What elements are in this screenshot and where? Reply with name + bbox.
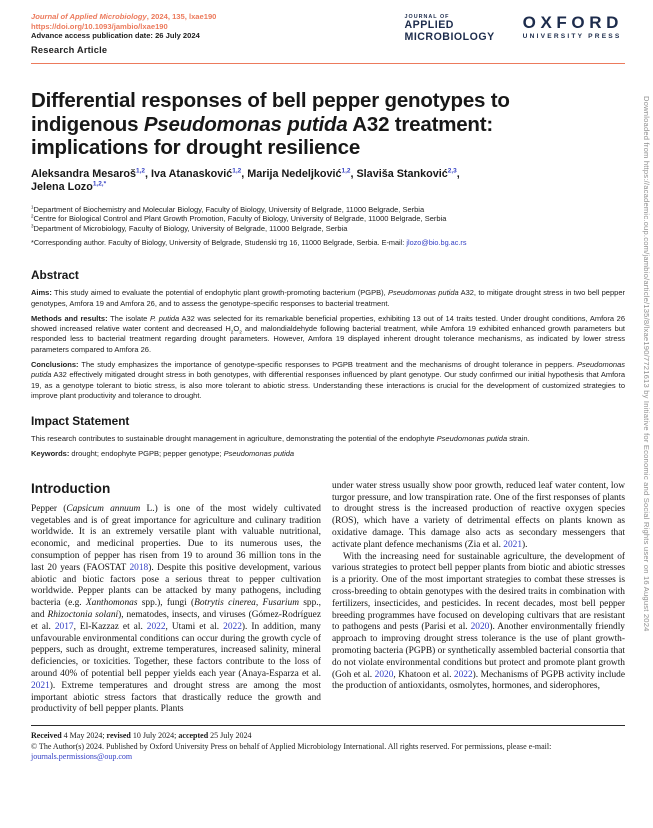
text-run: A32 treatment:: [347, 112, 494, 136]
text-run: A32, to mitigate drought stress in two bell pepper genotypes, Amfora 19 and Amfora 26, and to assess the genotype-specific responses to bacterial treatment.: [31, 288, 625, 308]
text-run: 2: [239, 329, 242, 335]
text-run: spp.), fungi (: [137, 598, 195, 609]
text-run: ). Another environmentally friendly approach to improving drought stress tolerance is the use of plant growth-promoting bacteria (PGPB) or synthetically assembled bacterial consortia that do not violate environmental conditions but protect and promote plant growth (Goh et al.: [332, 622, 625, 680]
text-run: Iva Atanasković: [151, 167, 233, 180]
text-run: , Utami et al.: [165, 621, 224, 632]
inline-link[interactable]: 2022: [223, 621, 242, 632]
intro-paragraph-right-2: [332, 552, 625, 694]
text-run: 1,2: [232, 167, 242, 174]
text-run: Pseudomonas putida: [143, 112, 348, 136]
journal-logo-line1: APPLIED: [404, 19, 454, 32]
text-run: Jelena Lozo: [31, 181, 93, 194]
corresponding-author-note: [31, 238, 625, 247]
inline-link[interactable]: 2020: [470, 622, 490, 633]
text-run: This research contributes to sustainable drought management in agriculture, demonstrating the potential of the endophyte: [31, 434, 437, 444]
impact-statement-heading: Impact Statement: [31, 414, 130, 429]
text-run: 2: [31, 213, 34, 219]
text-run: P. putida: [150, 313, 180, 323]
text-run: ), nematodes, insects, and viruses (Gómez-Rodríguez et al.: [31, 609, 321, 632]
text-run: ). Mechanisms of PGPB activity include the production of antioxidants, osmolytes, hormones, and siderophores,: [332, 669, 625, 692]
text-run: Slaviša Stanković: [356, 167, 448, 180]
keywords-line: [31, 449, 625, 459]
text-run: Centre for Biological Control and Plant Growth Promotion, Faculty of Biology, University of Belgrade, 11000 Belgrade, Serbia: [33, 214, 447, 224]
left-column: [31, 481, 321, 716]
text-run: A32 effectively mitigated drought stress in both genotypes, with differential responses influenced by plant genotype. Our study confirmed our initial hypothesis that Amfora 19, as a genotype tolerant to biotic stress, is also more tolerant to abiotic stress. Understanding these interactions is crucial for the development of customized strategies to improve plant productivity and tolerance to drought.: [31, 370, 625, 400]
text-run: Received: [31, 731, 62, 741]
text-run: ,: [456, 167, 460, 180]
journal-logo-line2: MICROBIOLOGY: [404, 30, 495, 43]
text-run: Department of Microbiology, Faculty of Biology, University of Belgrade, 11000 Belgrade, Serbia: [33, 223, 348, 233]
text-run: Xanthomonas: [85, 598, 138, 609]
text-run: Pseudomonas putida: [223, 449, 295, 459]
text-run: Journal of Applied Microbiology: [31, 12, 147, 21]
text-run: © The Author(s) 2024. Published by Oxford University Press on behalf of Applied Microbiology International. All rights reserved. For permissions, please e-mail:: [31, 741, 552, 751]
introduction-section: [31, 481, 625, 716]
text-run: 1,2: [136, 167, 146, 174]
text-run: Pseudomonas putida: [436, 434, 508, 444]
text-run: , Khatoon et al.: [393, 669, 454, 680]
inline-link[interactable]: 2021: [31, 680, 50, 691]
article-metadata: [31, 12, 216, 55]
text-run: spp., and: [31, 598, 321, 620]
text-run: Differential responses of bell pepper genotypes to: [31, 89, 510, 113]
text-run: O: [233, 324, 240, 334]
text-run: Rhizoctonia solani: [47, 609, 119, 620]
header-divider: [31, 63, 625, 64]
text-run: L.) is one of the most widely cultivated vegetables and is of great importance for agriculture and culinary tradition worldwide. It is an extremely versatile plant with valuable nutritional, economic, and medicinal properties. Due to its numerous uses, the consumption of pepper has risen from 19 to around 36 million tons in the last 20 years (FAOSTAT: [31, 503, 321, 573]
header: [31, 12, 625, 55]
introduction-heading: Introduction: [31, 480, 111, 496]
journal-logo-small-text: JOURNAL OF: [404, 14, 450, 20]
inline-link[interactable]: 2021: [503, 539, 523, 550]
oup-logo-line2: UNIVERSITY PRESS: [522, 33, 622, 40]
article-title: [31, 89, 625, 159]
inline-link[interactable]: 2020: [374, 669, 394, 680]
text-run: With the increasing need for sustainable agriculture, the development of various strategies to protect bell pepper plants from biotic and abiotic stresses is a priority. One of the most important strategies to combat these stresses is cross-breeding to obtain genotypes with the desired traits in combination with fertilizers, insecticides, and pesticides. In recent decades, most bell pepper breeding programmes have focused on developing cultivars that are resistant to pathogens and pests (Parisi et al.: [332, 551, 625, 633]
text-run: Keywords:: [31, 449, 70, 459]
text-run: 2: [230, 329, 234, 335]
inline-link[interactable]: jlozo@bio.bg.ac.rs: [406, 238, 467, 247]
received-dates-line: [31, 731, 625, 741]
publisher-logos: [405, 14, 624, 44]
journal-citation: [31, 12, 216, 22]
text-run: Department of Biochemistry and Molecular Biology, Faculty of Biology, University of Belgrade, 11000 Belgrade, Serbia: [33, 204, 425, 214]
affiliations: [31, 205, 625, 233]
authors-line: [31, 168, 625, 195]
text-run: Pseudomonas putida: [387, 288, 459, 298]
text-run: Botrytis cinerea: [194, 598, 256, 609]
text-run: , El-Kazzaz et al.: [73, 621, 147, 632]
text-run: revised: [106, 731, 131, 741]
advance-access-date: Advance access publication date: 26 July 2024: [31, 31, 200, 41]
text-run: , 2024, 135, lxae190: [146, 12, 217, 21]
text-run: ). Extreme temperatures and drought stress are among the most important abiotic stress factors that drastically reduce the growth and productivity of bell pepper plants. Plants: [31, 680, 321, 715]
text-run: 3: [31, 223, 34, 229]
footer: [31, 725, 625, 762]
text-run: Aleksandra Mesaroš: [31, 167, 137, 180]
text-run: drought; endophyte PGPB; pepper genotype;: [69, 449, 224, 459]
text-run: 1: [31, 204, 34, 210]
copyright-line: [31, 742, 625, 763]
text-run: ).: [522, 539, 528, 550]
text-run: 4 May 2024;: [61, 731, 107, 741]
oup-logo-line1: OXFORD: [522, 13, 623, 32]
inline-link[interactable]: 2022: [146, 621, 166, 632]
abstract-methods-results: [31, 314, 625, 355]
text-run: 2,3: [447, 167, 457, 174]
text-run: ,: [241, 167, 248, 180]
text-run: A32 was selected for its remarkable beneficial properties, exhibiting 13 out of 14 traits tested. Under drought conditions, Amfora 26 showed increased relative water content and decreased H: [31, 313, 625, 334]
text-run: Pepper (: [31, 503, 67, 514]
intro-paragraph-left: [31, 504, 321, 716]
text-run: Aims:: [31, 288, 52, 298]
text-run: ). In addition, many unfavourable environmental conditions can occur during the growth cycle of peppers, such as drought, extreme temperatures, increased salinity, mineral deficiencies, or toxicities. Together, these factors contribute to the loss of around 40% of potential bell pepper yields each year (Anaya-Esparza et al.: [31, 621, 321, 679]
abstract-aims: [31, 288, 625, 309]
text-run: Capsicum annuum: [66, 503, 141, 514]
text-run: ,: [350, 167, 357, 180]
abstract-conclusions: [31, 360, 625, 401]
inline-link[interactable]: 2017: [54, 621, 74, 632]
text-run: 1,2,*: [92, 180, 107, 188]
inline-link[interactable]: 2022: [453, 669, 473, 680]
text-run: accepted: [178, 731, 209, 741]
text-run: ). Despite this positive development, various abiotic and biotic factors pose a serious threat to pepper cultivation worldwide. Pepper plants can be attacked by many pathogens, including bacteria (e.g.: [31, 562, 321, 609]
page-content: [31, 12, 625, 762]
affiliation-2: [31, 214, 625, 223]
text-run: and malondialdehyde following bacterial treatment, while Amfora 19 exhibited enhanced growth parameters but responded less to bacterial treatment regarding drought parameters. However, Amfora 19 displayed inherent drought tolerance mechanisms, as indicated by lower stress parameters compared to Amfora 26.: [31, 324, 626, 354]
oxford-university-press-logo: [523, 14, 623, 40]
text-run: 10 July 2024;: [130, 731, 179, 741]
text-run: Pseudomonas putida: [31, 359, 625, 380]
text-run: Methods and results:: [31, 313, 108, 323]
journal-of-applied-microbiology-logo: [405, 14, 495, 44]
download-provenance-note: Downloaded from https://academic.oup.com/jambio/article/135/8/lxae190/7721613 by Initiative for Economic and Social Rights user on 16 August 2024: [642, 96, 651, 632]
affiliation-1: [31, 205, 625, 214]
impact-statement-text: [31, 434, 625, 444]
text-run: Fusarium: [262, 598, 299, 609]
text-run: Conclusions:: [31, 359, 79, 369]
right-column: [332, 481, 625, 716]
text-run: 25 July 2024: [208, 731, 252, 741]
text-run: Marija Nedeljković: [247, 167, 342, 180]
text-run: 1,2: [341, 167, 351, 174]
inline-link[interactable]: journals.permissions@oup.com: [31, 751, 133, 761]
text-run: This study aimed to evaluate the potential of endophytic plant growth-promoting bacterium (PGPB),: [51, 288, 388, 298]
text-run: ,: [145, 167, 152, 180]
abstract-heading: Abstract: [31, 268, 79, 283]
text-run: under water stress usually show poor growth, reduced leaf water content, low turgor pressure, and low transpiration rate. One of the first responses of plants to drought stress is the increased production of reactive oxygen species (ROS), which have a variety of detrimental effects on plants known as oxidative damage. This damage also acts as secondary messengers that activate plant defence mechanisms (Zia et al.: [332, 480, 625, 550]
intro-paragraph-right-1: [332, 481, 625, 552]
text-run: *Corresponding author. Faculty of Biology, University of Belgrade, Studenski trg 16, 11000 Belgrade, Serbia. E-mail:: [31, 238, 407, 247]
inline-link[interactable]: 2018: [129, 562, 149, 573]
text-run: The isolate: [107, 313, 150, 323]
text-run: indigenous: [31, 112, 144, 136]
affiliation-3: [31, 224, 625, 233]
text-run: ,: [255, 598, 263, 609]
text-run: The study emphasizes the importance of genotype-specific responses to PGPB treatment and the mechanisms of drought tolerance in peppers.: [78, 359, 578, 369]
article-type-label: Research Article: [31, 44, 108, 55]
text-run: implications for drought resilience: [31, 136, 361, 160]
text-run: strain.: [507, 434, 530, 444]
doi-link[interactable]: https://doi.org/10.1093/jambio/lxae190: [31, 21, 168, 31]
